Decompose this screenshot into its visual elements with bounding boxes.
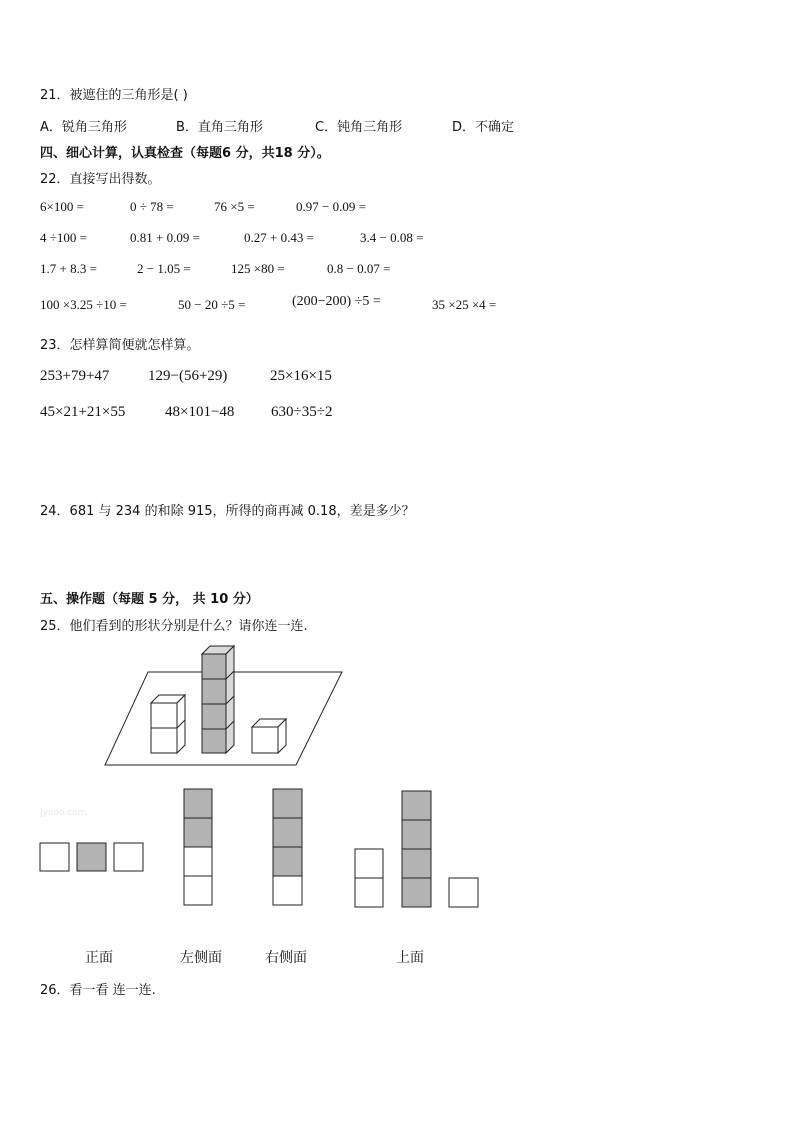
q22-r2-c3: 0.27 + 0.43 = — [244, 230, 314, 245]
view-option-3 — [273, 789, 302, 905]
q22-r4-c4: 35 ×25 ×4 = — [432, 297, 497, 312]
q22-r2-c4: 3.4 − 0.08 = — [360, 230, 424, 245]
q22-r2-c2: 0.81 + 0.09 = — [130, 230, 200, 245]
view-option-4 — [355, 791, 478, 907]
section4-title: 四、细心计算，认真检查（每题6 分，共18 分）。 — [40, 146, 330, 161]
q22-r4-c1: 100 ×3.25 ÷10 = — [40, 297, 127, 312]
q22-r4-c2: 50 − 20 ÷5 = — [178, 297, 246, 312]
section5-title: 五、操作题（每题 5 分， 共 10 分） — [40, 592, 259, 607]
q22-r3-c1: 1.7 + 8.3 = — [40, 261, 97, 276]
middle-stack-cubes — [202, 646, 234, 753]
q22-r3-c4: 0.8 − 0.07 = — [327, 261, 391, 276]
q23-r1-c3: 25×16×15 — [270, 368, 332, 384]
q22-r4-c3: (200−200) ÷5 = — [292, 294, 381, 309]
view-label-front: 正面 — [85, 950, 113, 966]
q23-stem: 23．怎样算简便就怎样算。 — [40, 338, 200, 353]
view-label-right: 右侧面 — [265, 950, 307, 966]
watermark: Jyeoo.com — [40, 808, 87, 818]
q21-option-b[interactable]: B．直角三角形 — [176, 120, 263, 135]
q22-r3-c2: 2 − 1.05 = — [137, 261, 191, 276]
q21-option-c[interactable]: C．钝角三角形 — [315, 120, 403, 135]
q21-option-d[interactable]: D．不确定 — [452, 120, 515, 135]
q21-option-a[interactable]: A．锐角三角形 — [40, 120, 127, 135]
q21-stem: 21．被遮住的三角形是( ) — [40, 88, 188, 103]
q22-r1-c3: 76 ×5 = — [214, 199, 255, 214]
q22-r1-c1: 6×100 = — [40, 199, 84, 214]
right-single-cube — [252, 719, 286, 753]
q22-r3-c3: 125 ×80 = — [231, 261, 285, 276]
q22-stem: 22．直接写出得数。 — [40, 172, 161, 187]
q23-r2-c3: 630÷35÷2 — [271, 404, 333, 420]
view-option-1 — [40, 843, 143, 871]
q23-r2-c2: 48×101−48 — [165, 404, 235, 420]
q23-r1-c2: 129−(56+29) — [148, 368, 228, 384]
q22-r1-c2: 0 ÷ 78 = — [130, 199, 174, 214]
q26-stem: 26．看一看 连一连. — [40, 983, 156, 998]
q23-r1-c1: 253+79+47 — [40, 368, 110, 384]
view-option-2 — [184, 789, 212, 905]
q24-stem: 24．681 与 234 的和除 915，所得的商再减 0.18，差是多少？ — [40, 504, 415, 519]
q23-r2-c1: 45×21+21×55 — [40, 404, 126, 420]
q25-stem: 25．他们看到的形状分别是什么？请你连一连. — [40, 619, 308, 634]
left-stack-cubes — [151, 695, 185, 753]
view-label-left: 左侧面 — [180, 950, 222, 966]
q22-r2-c1: 4 ÷100 = — [40, 230, 87, 245]
view-label-top: 上面 — [396, 950, 424, 966]
q22-r1-c4: 0.97 − 0.09 = — [296, 199, 366, 214]
